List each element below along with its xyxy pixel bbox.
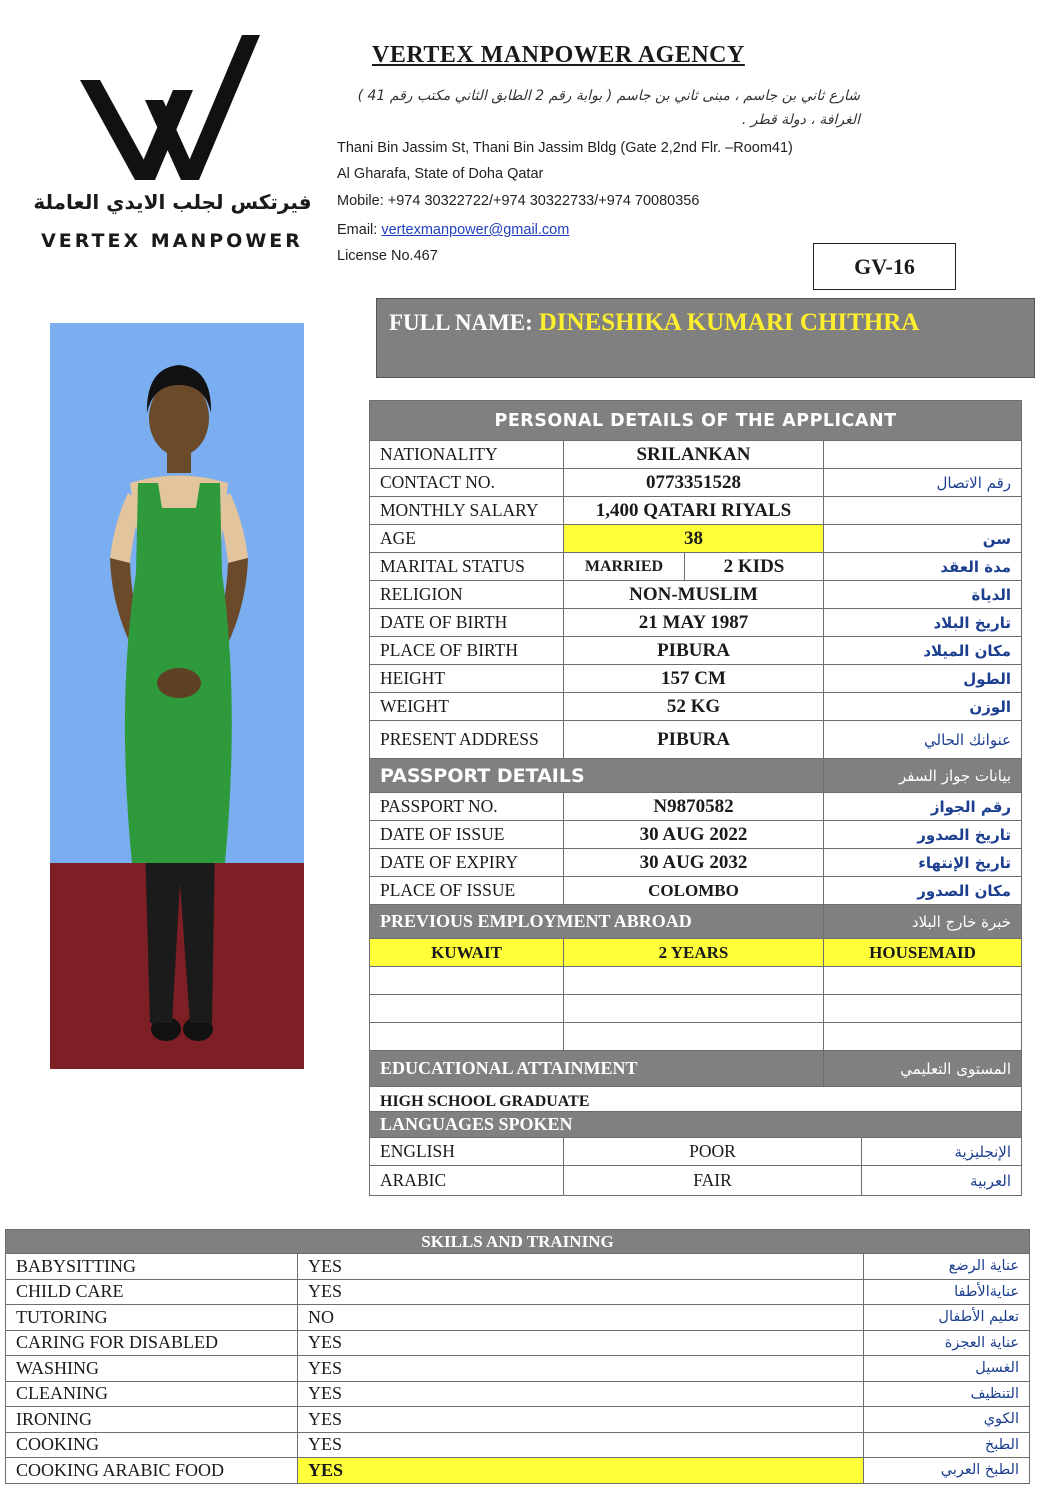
email-line — [337, 222, 569, 238]
issue-date-arabic: تاريخ الصدور — [824, 821, 1022, 849]
marital-arabic: مدة العقد — [824, 553, 1022, 581]
address-arabic-line-2: الغرافة ، دولة قطر . — [741, 112, 860, 128]
skill-value: YES — [298, 1254, 864, 1280]
passport-no-value: N9870582 — [564, 793, 824, 821]
personal-details-title: PERSONAL DETAILS OF THE APPLICANT — [370, 401, 1022, 441]
table-row — [370, 793, 1022, 821]
skill-row — [6, 1356, 1030, 1382]
pob-value: PIBURA — [564, 637, 824, 665]
agency-name: VERTEX MANPOWER AGENCY — [372, 42, 745, 68]
applicant-photo — [50, 323, 304, 1069]
table-row — [370, 637, 1022, 665]
employment-row — [370, 939, 1022, 967]
height-value: 157 CM — [564, 665, 824, 693]
skill-arabic: التنظيف — [864, 1381, 1030, 1407]
skill-value: YES — [298, 1356, 864, 1382]
employment-header — [370, 905, 1022, 939]
skill-row — [6, 1381, 1030, 1407]
employment-duration: 2 YEARS — [564, 939, 824, 967]
skill-name: COOKING ARABIC FOOD — [6, 1458, 298, 1484]
logo-english-text: VERTEX MANPOWER — [41, 230, 303, 252]
full-name-value: DINESHIKA KUMARI CHITHRA — [538, 309, 920, 336]
mobile-numbers: Mobile: +974 30322722/+974 30322733/+974 70080356 — [337, 193, 700, 209]
table-row — [370, 665, 1022, 693]
language-level: POOR — [564, 1138, 862, 1166]
age-label: AGE — [370, 525, 564, 553]
full-name-label: FULL NAME: — [389, 310, 533, 335]
language-arabic: العربية — [862, 1166, 1022, 1196]
dob-label: DATE OF BIRTH — [370, 609, 564, 637]
employment-empty-row — [370, 995, 1022, 1023]
skill-value: YES — [298, 1458, 864, 1484]
license-number: License No.467 — [337, 248, 438, 264]
skill-arabic: تعليم الأطفال — [864, 1305, 1030, 1331]
languages-header — [370, 1112, 1022, 1138]
skills-title: SKILLS AND TRAINING — [6, 1230, 1030, 1254]
religion-value: NON-MUSLIM — [564, 581, 824, 609]
nationality-label: NATIONALITY — [370, 441, 564, 469]
expiry-date-value: 30 AUG 2032 — [564, 849, 824, 877]
skill-arabic: عنايةالأطفا — [864, 1279, 1030, 1305]
skill-name: IRONING — [6, 1407, 298, 1433]
passport-header — [370, 759, 1022, 793]
weight-arabic: الوزن — [824, 693, 1022, 721]
issue-date-label: DATE OF ISSUE — [370, 821, 564, 849]
personal-details-table — [369, 400, 1022, 1196]
address-label: PRESENT ADDRESS — [370, 721, 564, 759]
agency-logo — [30, 30, 310, 260]
employment-country: KUWAIT — [370, 939, 564, 967]
table-row — [370, 609, 1022, 637]
skill-name: CARING FOR DISABLED — [6, 1330, 298, 1356]
email-link[interactable]: vertexmanpower@gmail.com — [381, 222, 570, 238]
education-title-arabic: المستوى التعليمي — [824, 1051, 1022, 1087]
address-line-1: Thani Bin Jassim St, Thani Bin Jassim Bldg (Gate 2,2nd Flr. –Room41) — [337, 140, 793, 156]
skill-name: COOKING — [6, 1432, 298, 1458]
passport-title-arabic: بيانات جواز السفر — [824, 759, 1022, 793]
applicant-code: GV-16 — [813, 243, 956, 290]
employment-position: HOUSEMAID — [824, 939, 1022, 967]
issue-place-label: PLACE OF ISSUE — [370, 877, 564, 905]
religion-label: RELIGION — [370, 581, 564, 609]
skill-name: BABYSITTING — [6, 1254, 298, 1280]
age-value: 38 — [564, 525, 824, 553]
nationality-value: SRILANKAN — [564, 441, 824, 469]
languages-title: LANGUAGES SPOKEN — [370, 1112, 1022, 1138]
skill-name: TUTORING — [6, 1305, 298, 1331]
skill-row — [6, 1432, 1030, 1458]
table-row — [370, 581, 1022, 609]
education-title: EDUCATIONAL ATTAINMENT — [370, 1051, 824, 1087]
expiry-date-arabic: تاريخ الإنتهاء — [824, 849, 1022, 877]
height-arabic: الطول — [824, 665, 1022, 693]
table-row — [370, 441, 1022, 469]
skill-value: NO — [298, 1305, 864, 1331]
skill-arabic: الطبخ العربي — [864, 1458, 1030, 1484]
education-row — [370, 1087, 1022, 1112]
address-value: PIBURA — [564, 721, 824, 759]
contact-label: CONTACT NO. — [370, 469, 564, 497]
skill-row — [6, 1458, 1030, 1484]
education-header — [370, 1051, 1022, 1087]
address-arabic: عنوانك الحالي — [824, 721, 1022, 759]
skill-arabic: الكوي — [864, 1407, 1030, 1433]
table-row — [370, 553, 1022, 581]
skill-value: YES — [298, 1381, 864, 1407]
skill-arabic: عناية الرضع — [864, 1254, 1030, 1280]
pob-arabic: مكان الميلاد — [824, 637, 1022, 665]
employment-title-arabic: خبرة خارج البلاد — [824, 905, 1022, 939]
table-row — [370, 693, 1022, 721]
language-name: ENGLISH — [370, 1138, 564, 1166]
address-line-2: Al Gharafa, State of Doha Qatar — [337, 166, 544, 182]
expiry-date-label: DATE OF EXPIRY — [370, 849, 564, 877]
skill-value: YES — [298, 1279, 864, 1305]
skills-header — [6, 1230, 1030, 1254]
address-arabic-line-1: شارع ثاني بن جاسم ، مبنى ثاني بن جاسم ( بوابة رقم 2 الطابق الثاني مكتب رقم 41 ) — [357, 88, 860, 104]
salary-arabic-empty — [824, 497, 1022, 525]
skill-value: YES — [298, 1330, 864, 1356]
skill-value: YES — [298, 1407, 864, 1433]
contact-value: 0773351528 — [564, 469, 824, 497]
skill-row — [6, 1279, 1030, 1305]
language-level: FAIR — [564, 1166, 862, 1196]
weight-value: 52 KG — [564, 693, 824, 721]
age-arabic: سن — [824, 525, 1022, 553]
weight-label: WEIGHT — [370, 693, 564, 721]
table-row — [370, 525, 1022, 553]
table-row — [370, 849, 1022, 877]
skill-row — [6, 1407, 1030, 1433]
dob-value: 21 MAY 1987 — [564, 609, 824, 637]
employment-title: PREVIOUS EMPLOYMENT ABROAD — [370, 905, 824, 939]
skill-row — [6, 1330, 1030, 1356]
skill-name: WASHING — [6, 1356, 298, 1382]
issue-place-value: COLOMBO — [564, 877, 824, 905]
personal-details-header — [370, 401, 1022, 441]
salary-label: MONTHLY SALARY — [370, 497, 564, 525]
nationality-arabic-empty — [824, 441, 1022, 469]
height-label: HEIGHT — [370, 665, 564, 693]
pob-label: PLACE OF BIRTH — [370, 637, 564, 665]
issue-place-arabic: مكان الصدور — [824, 877, 1022, 905]
marital-label: MARITAL STATUS — [370, 553, 564, 581]
contact-arabic: رقم الاتصال — [824, 469, 1022, 497]
vertex-logo-icon — [75, 30, 265, 185]
language-arabic: الإنجليزية — [862, 1138, 1022, 1166]
table-row — [370, 497, 1022, 525]
logo-arabic-text: فيرتكس لجلب الايدي العاملة — [33, 190, 312, 214]
email-label: Email: — [337, 222, 382, 238]
skill-value: YES — [298, 1432, 864, 1458]
skill-row — [6, 1254, 1030, 1280]
skills-table — [5, 1229, 1030, 1484]
full-name-bar — [376, 298, 1035, 378]
table-row — [370, 821, 1022, 849]
kids-value: 2 KIDS — [685, 553, 824, 581]
passport-no-arabic: رقم الجواز — [824, 793, 1022, 821]
marital-value: MARRIED — [564, 553, 685, 581]
language-row — [370, 1166, 1022, 1196]
table-row — [370, 469, 1022, 497]
address-arabic — [340, 84, 860, 132]
table-row — [370, 721, 1022, 759]
passport-title: PASSPORT DETAILS — [370, 759, 824, 793]
passport-no-label: PASSPORT NO. — [370, 793, 564, 821]
table-row — [370, 877, 1022, 905]
skill-arabic: عناية العجزة — [864, 1330, 1030, 1356]
skill-arabic: الطبخ — [864, 1432, 1030, 1458]
skill-name: CHILD CARE — [6, 1279, 298, 1305]
religion-arabic: الدياة — [824, 581, 1022, 609]
employment-empty-row — [370, 1023, 1022, 1051]
issue-date-value: 30 AUG 2022 — [564, 821, 824, 849]
dob-arabic: تاريخ البلاد — [824, 609, 1022, 637]
skill-arabic: الغسيل — [864, 1356, 1030, 1382]
skill-name: CLEANING — [6, 1381, 298, 1407]
salary-value: 1,400 QATARI RIYALS — [564, 497, 824, 525]
skill-row — [6, 1305, 1030, 1331]
employment-empty-row — [370, 967, 1022, 995]
language-row — [370, 1138, 1022, 1166]
education-value: HIGH SCHOOL GRADUATE — [370, 1087, 1022, 1112]
language-name: ARABIC — [370, 1166, 564, 1196]
